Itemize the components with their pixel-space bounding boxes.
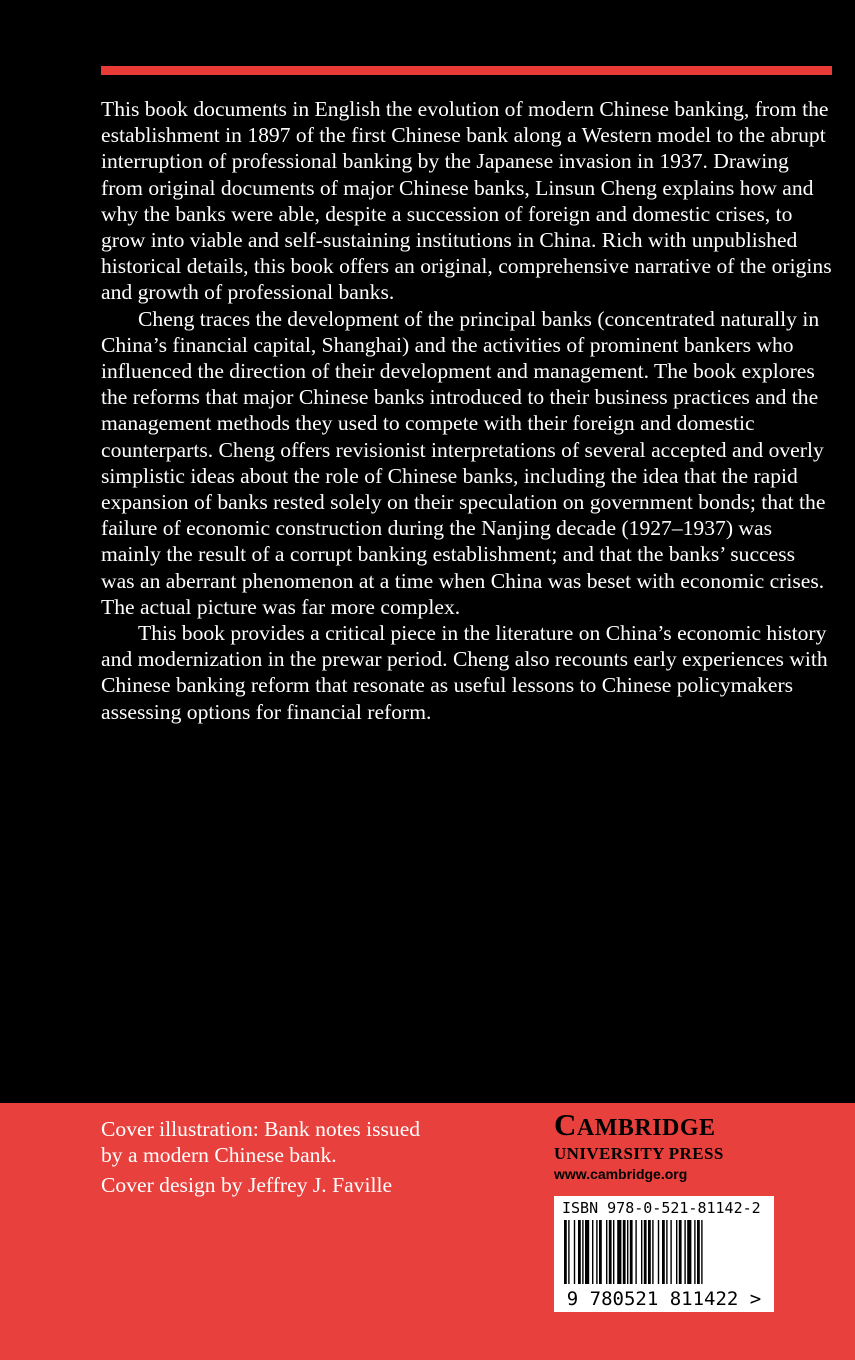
barcode-bar	[596, 1220, 597, 1284]
top-accent-rule	[101, 66, 832, 75]
barcode-bar	[701, 1220, 702, 1284]
barcode-bar	[658, 1220, 659, 1284]
barcode-bar	[609, 1220, 612, 1284]
barcode-bar	[666, 1220, 667, 1284]
barcode-bar	[592, 1220, 593, 1284]
barcode-bar	[564, 1220, 567, 1284]
publisher-name-initial: C	[554, 1107, 577, 1142]
barcode-bar	[630, 1220, 633, 1284]
back-cover-blurb	[101, 96, 832, 725]
blurb-paragraph-2: Cheng traces the development of the principal banks (concentrated naturally in China’s financial capital, Shanghai) and the activities of prominent bankers who influenced the direction of their development and management. The book explores the reforms that major Chinese banks introduced to their business practices and the management methods they used to compete with their foreign and domestic counterparts. Cheng offers revisionist interpretations of several accepted and overly simplistic ideas about the role of Chinese banks, including the idea that the rapid expansion of banks rested solely on their speculation on government bonds; that the failure of economic construction during the Nanjing decade (1927–1937) was mainly the result of a corrupt banking establishment; and that the banks’ success was an aberrant phenomenon at a time when China was beset with economic crises. The actual picture was far more complex.	[101, 306, 826, 619]
barcode-bar	[662, 1220, 665, 1284]
barcode-bar	[599, 1220, 602, 1284]
barcode-bar	[670, 1220, 671, 1284]
publisher-name-rest: AMBRIDGE	[576, 1115, 716, 1141]
barcode-bar	[676, 1220, 677, 1284]
barcode-bar	[641, 1220, 642, 1284]
barcode-bar	[623, 1220, 626, 1284]
barcode-bar	[684, 1220, 685, 1284]
barcode-bar	[644, 1220, 647, 1284]
publisher-name	[554, 1108, 776, 1145]
barcode-bar	[568, 1220, 569, 1284]
barcode-bar	[648, 1220, 651, 1284]
blurb-paragraph-3: This book provides a critical piece in the literature on China’s economic history and modernization in the prewar period. Cheng also recounts early experiences with Chinese banking reform that resonate as useful lessons to Chinese policymakers assessing options for financial reform.	[101, 621, 828, 724]
barcode-bar	[687, 1220, 691, 1284]
design-credit: Cover design by Jeffrey J. Faville	[101, 1173, 393, 1197]
barcode-bar	[578, 1220, 581, 1284]
barcode-bar	[617, 1220, 621, 1284]
barcode-bar	[652, 1220, 653, 1284]
barcode-bar	[582, 1220, 583, 1284]
illustration-credit-line-1: Cover illustration: Bank notes issued	[101, 1117, 421, 1141]
barcode-bar	[694, 1220, 695, 1284]
barcode-bar	[627, 1220, 628, 1284]
barcode-digits: 9 780521 811422 >	[566, 1288, 762, 1310]
barcode-bar	[613, 1220, 614, 1284]
illustration-credit-line-2: by a modern Chinese bank.	[101, 1143, 337, 1167]
barcode-bar	[679, 1220, 682, 1284]
barcode-bar	[574, 1220, 575, 1284]
blurb-paragraph-1: This book documents in English the evolution of modern Chinese banking, from the establishment in 1897 of the first Chinese bank along a Western model to the abrupt interruption of professional banking by the Japanese invasion in 1937. Drawing from original documents of major Chinese banks, Linsun Cheng explains how and why the banks were able, despite a succession of foreign and domestic crises, to grow into viable and self-sustaining institutions in China. Rich with unpublished historical details, this book offers an original, comprehensive narrative of the origins and growth of professional banks.	[101, 97, 832, 305]
cover-credits	[101, 1116, 420, 1198]
barcode-bar	[697, 1220, 700, 1284]
barcode-bar	[635, 1220, 636, 1284]
barcode-bar	[585, 1220, 589, 1284]
publisher-logo	[554, 1108, 776, 1185]
barcode-bar	[606, 1220, 607, 1284]
publisher-url: www.cambridge.org	[554, 1166, 688, 1182]
isbn-barcode	[554, 1196, 774, 1312]
publisher-subtitle: UNIVERSITY PRESS	[554, 1144, 724, 1163]
barcode-bars	[560, 1220, 768, 1286]
isbn-label: ISBN 978-0-521-81142-2	[562, 1199, 761, 1217]
